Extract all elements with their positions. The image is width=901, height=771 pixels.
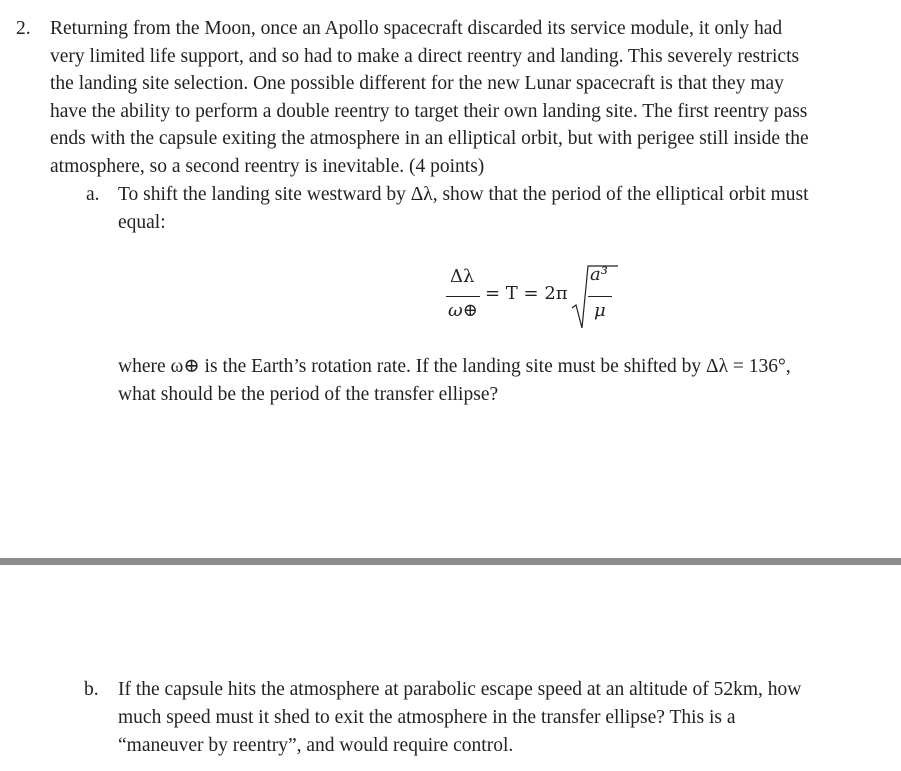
section-divider xyxy=(0,558,901,565)
question-line: atmosphere, so a second reentry is inevitable. (4 points) xyxy=(50,155,485,177)
period-formula xyxy=(440,258,620,338)
part-b-letter: b. xyxy=(84,679,99,700)
part-a-text xyxy=(118,181,878,237)
part-a-followup-line: what should be the period of the transfer ellipse? xyxy=(118,384,499,405)
question-number: 2. xyxy=(16,18,31,39)
question-text xyxy=(50,15,880,180)
part-b-line: “maneuver by reentry”, and would require control. xyxy=(118,735,514,756)
root-fraction-bar xyxy=(588,296,612,297)
fraction-bar xyxy=(446,296,480,297)
part-b-line: If the capsule hits the atmosphere at parabolic escape speed at an altitude of 52km, how xyxy=(118,679,802,700)
part-a-followup xyxy=(118,353,878,409)
part-a-letter: a. xyxy=(86,184,100,205)
question-line: Returning from the Moon, once an Apollo spacecraft discarded its service module, it only had xyxy=(50,18,783,39)
part-a-line: To shift the landing site westward by Δλ, show that the period of the elliptical orbit must xyxy=(118,184,809,205)
formula-numerator: Δλ xyxy=(450,266,475,287)
part-b-line: much speed must it shed to exit the atmosphere in the transfer ellipse? This is a xyxy=(118,707,736,728)
part-b-text xyxy=(118,676,878,760)
part-a-line: equal: xyxy=(118,212,166,233)
root-numerator: a³ xyxy=(590,264,608,285)
question-line: very limited life support, and so had to make a direct reentry and landing. This severely restricts xyxy=(50,45,800,67)
formula-denominator: ω⊕ xyxy=(448,300,478,321)
root-denominator: μ xyxy=(594,300,606,321)
part-a-followup-line: where ω⊕ is the Earth’s rotation rate. If the landing site must be shifted by Δλ = 136°, xyxy=(118,356,791,377)
question-line: ends with the capsule exiting the atmosphere in an elliptical orbit, but with perigee still inside the xyxy=(50,128,809,149)
question-line: the landing site selection. One possible different for the new Lunar spacecraft is that they may xyxy=(50,73,784,94)
square-root-sign xyxy=(558,258,618,330)
formula-middle: = T = 2π xyxy=(485,283,568,304)
question-line: have the ability to perform a double reentry to target their own landing site. The first reentry pass xyxy=(50,100,808,122)
